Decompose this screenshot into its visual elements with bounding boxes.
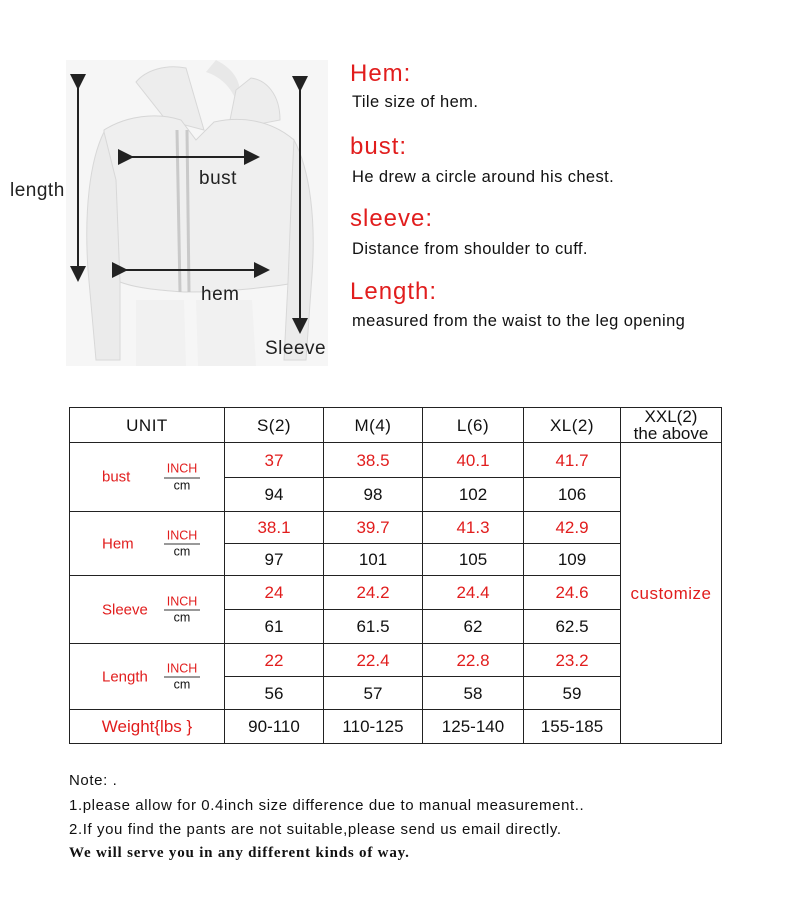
- inch-value: 22.8: [423, 644, 524, 677]
- cm-value: 94: [225, 478, 324, 512]
- length-title: Length:: [350, 278, 438, 305]
- cm-value: 61.5: [324, 610, 423, 644]
- inch-value: 39.7: [324, 512, 423, 544]
- hem-description: Tile size of hem.: [352, 93, 479, 111]
- inch-unit: INCH: [164, 662, 200, 678]
- inch-value: 24: [225, 576, 324, 610]
- note-line: 2.If you find the pants are not suitable,please send us email directly.: [69, 821, 562, 838]
- cm-value: 62.5: [524, 610, 621, 644]
- cm-value: 101: [324, 544, 423, 576]
- inch-value: 37: [225, 443, 324, 478]
- inch-value: 24.2: [324, 576, 423, 610]
- weight-value: 125-140: [423, 710, 524, 744]
- inch-value: 24.6: [524, 576, 621, 610]
- table-header-row: [70, 408, 722, 443]
- note-heading: Note: .: [69, 772, 118, 789]
- length-description: measured from the waist to the leg opening: [352, 312, 686, 330]
- size-header: M(4): [324, 408, 423, 443]
- row-label-bust: [70, 443, 225, 512]
- inch-unit: INCH: [164, 595, 200, 611]
- cm-value: 97: [225, 544, 324, 576]
- cm-value: 58: [423, 677, 524, 710]
- note-line: We will serve you in any different kinds of way.: [69, 845, 410, 861]
- inch-unit: INCH: [164, 463, 200, 479]
- inch-value: 41.7: [524, 443, 621, 478]
- inch-value: 22.4: [324, 644, 423, 677]
- unit-fraction: [164, 595, 200, 624]
- inch-unit: INCH: [164, 529, 200, 545]
- length-label: length: [10, 180, 65, 201]
- cm-value: 56: [225, 677, 324, 710]
- inch-value: 24.4: [423, 576, 524, 610]
- cm-value: 105: [423, 544, 524, 576]
- hem-title: Hem:: [350, 60, 412, 87]
- size-header-xxl: [621, 408, 722, 443]
- unit-header: UNIT: [70, 408, 225, 443]
- inch-value: 41.3: [423, 512, 524, 544]
- weight-value: 90-110: [225, 710, 324, 744]
- note-line: 1.please allow for 0.4inch size difference due to manual measurement..: [69, 797, 585, 814]
- weight-value: 155-185: [524, 710, 621, 744]
- unit-fraction: [164, 662, 200, 691]
- garment-illustration: [66, 60, 328, 366]
- hem-label: hem: [201, 284, 240, 305]
- measure-name: Hem: [102, 535, 134, 552]
- sleeve-description: Distance from shoulder to cuff.: [352, 240, 588, 258]
- unit-fraction: [164, 529, 200, 558]
- bust-description: He drew a circle around his chest.: [352, 168, 615, 186]
- cm-unit: cm: [173, 478, 191, 492]
- inch-value: 38.5: [324, 443, 423, 478]
- bust-label: bust: [199, 168, 237, 189]
- cm-value: 59: [524, 677, 621, 710]
- cm-value: 102: [423, 478, 524, 512]
- cm-value: 98: [324, 478, 423, 512]
- measure-name: bust: [102, 468, 131, 486]
- size-header: L(6): [423, 408, 524, 443]
- cm-value: 109: [524, 544, 621, 576]
- bust-title: bust:: [350, 133, 408, 160]
- inch-value: 38.1: [225, 512, 324, 544]
- cm-unit: cm: [173, 677, 191, 692]
- the-above-label: the above: [633, 424, 709, 443]
- row-label-sleeve: [70, 576, 225, 644]
- weight-label: Weight{lbs }: [70, 710, 225, 744]
- jacket-sketch: [66, 60, 328, 366]
- measure-name: Sleeve: [102, 601, 148, 618]
- measure-name: Length: [102, 668, 148, 685]
- inch-value: 22: [225, 644, 324, 677]
- xxl-label: XXL(2): [644, 407, 698, 426]
- inch-value: 42.9: [524, 512, 621, 544]
- unit-fraction: [164, 463, 200, 492]
- inch-value: 23.2: [524, 644, 621, 677]
- size-header: S(2): [225, 408, 324, 443]
- size-chart-table: [69, 407, 722, 744]
- cm-value: 61: [225, 610, 324, 644]
- cm-unit: cm: [173, 610, 191, 625]
- row-label-length: [70, 644, 225, 710]
- table-row: [70, 443, 722, 478]
- inch-value: 40.1: [423, 443, 524, 478]
- weight-value: 110-125: [324, 710, 423, 744]
- sleeve-title: sleeve:: [350, 205, 434, 232]
- customize-cell: customize: [621, 443, 722, 744]
- size-header: XL(2): [524, 408, 621, 443]
- cm-value: 57: [324, 677, 423, 710]
- cm-unit: cm: [173, 544, 191, 559]
- sleeve-label: Sleeve: [265, 338, 327, 359]
- cm-value: 106: [524, 478, 621, 512]
- cm-value: 62: [423, 610, 524, 644]
- row-label-hem: [70, 512, 225, 576]
